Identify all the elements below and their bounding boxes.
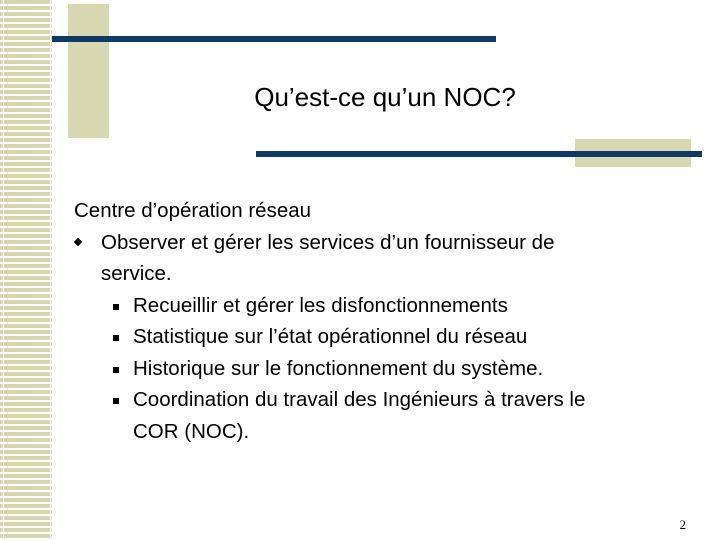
main-bullet-line-1 <box>74 227 694 259</box>
decorative-bar-bottom <box>256 151 702 157</box>
sub-bullet-text: Historique sur le fonctionnement du système. <box>133 356 544 380</box>
sub-bullet-2 <box>74 321 694 353</box>
sub-bullet-4-cont <box>74 416 694 448</box>
sub-bullet-4 <box>74 384 694 416</box>
square-bullet-icon <box>113 398 119 404</box>
main-bullet-text-cont: service. <box>101 262 172 285</box>
page-number: 2 <box>679 517 686 532</box>
main-bullet-line-2 <box>74 258 694 290</box>
slide-title: Qu’est-ce qu’un NOC? <box>254 82 516 112</box>
decorative-stripes <box>0 0 52 540</box>
diamond-bullet-icon <box>74 237 82 245</box>
decorative-tan-block-top <box>68 4 109 138</box>
square-bullet-icon <box>113 367 119 373</box>
main-bullet-text: Observer et gérer les services d’un fournisseur de <box>101 230 555 254</box>
sub-bullet-text: Coordination du travail des Ingénieurs à travers le <box>133 388 586 411</box>
sub-bullet-3 <box>74 353 694 385</box>
sub-bullet-1 <box>74 290 694 322</box>
sub-bullet-text: Statistique sur l’état opérationnel du réseau <box>133 325 528 348</box>
slide-body <box>74 195 694 447</box>
square-bullet-icon <box>113 335 119 341</box>
section-heading: Centre d’opération réseau <box>74 199 312 222</box>
square-bullet-icon <box>113 304 119 310</box>
sub-bullet-text-cont: COR (NOC). <box>133 419 250 443</box>
decorative-bar-top <box>52 36 496 42</box>
sub-bullet-text: Recueillir et gérer les disfonctionnements <box>133 293 508 317</box>
